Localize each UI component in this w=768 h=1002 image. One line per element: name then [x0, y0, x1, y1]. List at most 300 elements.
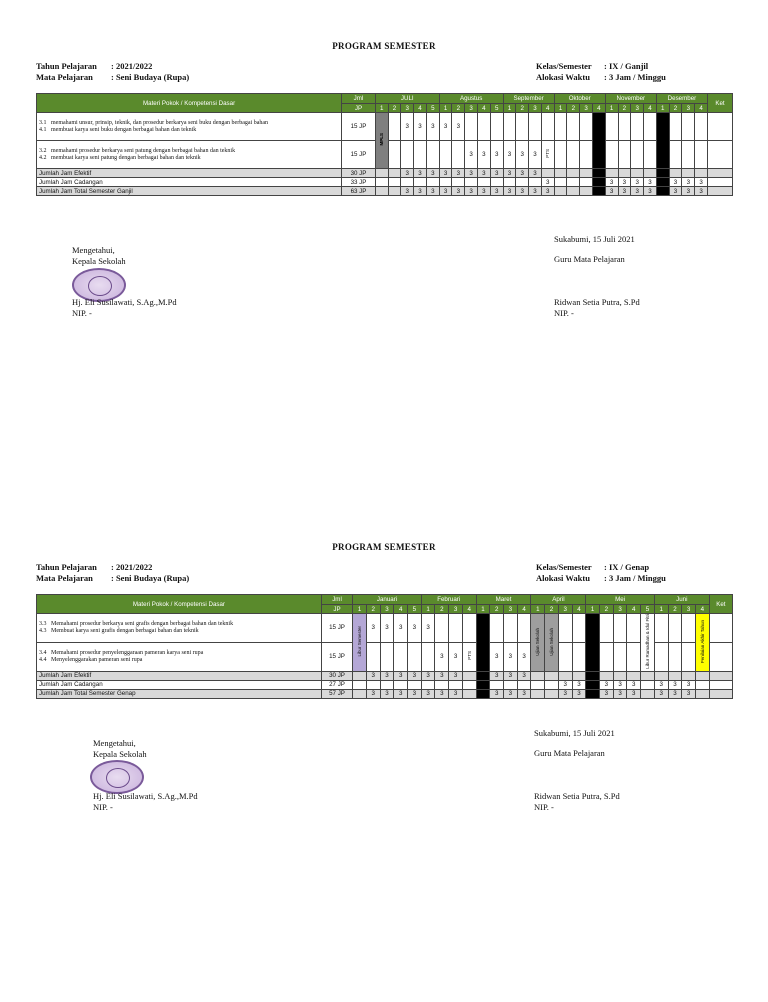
summary-cell — [541, 169, 554, 178]
ket-cell — [708, 141, 733, 169]
month-header: Agustus — [439, 94, 503, 104]
week-cell — [682, 141, 695, 169]
week-number: 4 — [592, 104, 605, 113]
kd-text: Memahami prosedur berkarya seni grafis dengan berbagai bahan dan teknik — [51, 621, 234, 628]
week-cell — [669, 141, 682, 169]
week-cell — [421, 642, 435, 671]
summary-cell: 3 — [426, 187, 439, 196]
summary-cell: 3 — [504, 689, 518, 698]
week-number: 2 — [618, 104, 631, 113]
summary-cell: 3 — [654, 680, 668, 689]
week-cell — [531, 614, 545, 672]
summary-jp: 33 JP — [342, 178, 376, 187]
week-cell: 3 — [366, 614, 380, 643]
kepala-sekolah-text: Kepala Sekolah — [93, 749, 147, 759]
header-jp: JP — [321, 605, 352, 614]
summary-cell: 3 — [529, 187, 542, 196]
week-cell: 3 — [529, 141, 542, 169]
header-jml: Jml — [321, 595, 352, 605]
week-cell — [375, 113, 388, 169]
teacher-block-ganjil — [554, 234, 635, 265]
week-cell — [462, 614, 476, 643]
mapel-label: Mata Pelajaran — [36, 72, 93, 82]
week-cell — [627, 614, 641, 643]
summary-cell: 3 — [618, 187, 631, 196]
summary-cell — [586, 689, 600, 698]
week-cell — [613, 642, 627, 671]
summary-cell — [353, 689, 367, 698]
week-cell — [695, 141, 708, 169]
week-cell — [426, 141, 439, 169]
summary-cell — [380, 680, 394, 689]
week-cell: 3 — [435, 642, 449, 671]
week-cell — [572, 614, 586, 643]
week-number: 4 — [414, 104, 427, 113]
week-cell — [490, 614, 504, 643]
week-number: 3 — [682, 104, 695, 113]
summary-label: Jumlah Jam Total Semester Genap — [37, 689, 322, 698]
summary-cell — [462, 689, 476, 698]
summary-cell — [517, 680, 531, 689]
week-number: 3 — [380, 605, 394, 614]
kelas-value: : IX / Ganjil — [604, 61, 649, 71]
program-table-genap — [36, 594, 733, 699]
summary-jp: 57 JP — [321, 689, 352, 698]
summary-cell: 3 — [669, 187, 682, 196]
summary-cell: 3 — [439, 187, 452, 196]
summary-cell — [426, 178, 439, 187]
ket-cell — [708, 187, 733, 196]
header-jml: Jml — [342, 94, 376, 104]
summary-cell: 3 — [682, 178, 695, 187]
week-number: 2 — [516, 104, 529, 113]
summary-cell: 3 — [490, 689, 504, 698]
summary-cell: 3 — [668, 689, 682, 698]
week-number: 3 — [613, 605, 627, 614]
week-number: 2 — [669, 104, 682, 113]
summary-cell: 3 — [380, 689, 394, 698]
week-cell — [654, 614, 668, 643]
week-cell — [644, 113, 657, 141]
summary-cell — [375, 187, 388, 196]
week-number: 1 — [654, 605, 668, 614]
summary-cell — [504, 680, 518, 689]
summary-cell — [531, 671, 545, 680]
week-cell — [503, 113, 516, 141]
summary-cell: 3 — [408, 689, 422, 698]
summary-cell: 3 — [452, 169, 465, 178]
headmaster-name-block-genap — [93, 791, 198, 813]
week-number: 2 — [366, 605, 380, 614]
summary-cell: 3 — [516, 169, 529, 178]
summary-cell — [452, 178, 465, 187]
week-cell — [558, 614, 572, 643]
table-row — [37, 113, 733, 141]
meta-left-genap — [36, 562, 189, 584]
week-number: 4 — [644, 104, 657, 113]
program-table-ganjil — [36, 93, 733, 196]
summary-cell: 3 — [490, 187, 503, 196]
teacher-nip: NIP. - — [554, 308, 574, 318]
summary-cell — [529, 178, 542, 187]
materi-cell — [37, 141, 342, 169]
kd-number: 4.4 — [39, 656, 47, 663]
kd-number: 3.4 — [39, 650, 47, 657]
summary-cell — [592, 187, 605, 196]
summary-row — [37, 689, 733, 698]
week-number: 4 — [517, 605, 531, 614]
summary-cell: 3 — [452, 187, 465, 196]
summary-jp: 30 JP — [342, 169, 376, 178]
alokasi-label: Alokasi Waktu — [536, 573, 590, 583]
summary-cell — [545, 680, 559, 689]
ramadhan-label: Libur Ramadhan & Idul Fitri — [644, 614, 650, 669]
week-number: 3 — [682, 605, 696, 614]
tahun-value: : 2021/2022 — [111, 562, 153, 572]
header-materi: Materi Pokok / Kompetensi Dasar — [37, 94, 342, 113]
summary-cell — [435, 680, 449, 689]
month-header: JULI — [375, 94, 439, 104]
week-cell — [605, 113, 618, 141]
mengetahui-text: Mengetahui, — [72, 245, 115, 255]
week-cell — [567, 141, 580, 169]
summary-cell: 3 — [631, 187, 644, 196]
summary-cell — [401, 178, 414, 187]
mapel-value: : Seni Budaya (Rupa) — [111, 72, 190, 82]
summary-cell — [695, 169, 708, 178]
kd-number: 4.3 — [39, 627, 47, 634]
week-number: 5 — [426, 104, 439, 113]
week-cell — [408, 642, 422, 671]
summary-cell — [545, 689, 559, 698]
week-cell — [618, 113, 631, 141]
week-cell — [600, 642, 614, 671]
ket-cell — [708, 169, 733, 178]
summary-cell — [545, 671, 559, 680]
teacher-block-genap — [534, 728, 615, 759]
summary-cell — [567, 187, 580, 196]
tahun-value: : 2021/2022 — [111, 61, 153, 71]
teacher-nip: NIP. - — [534, 802, 554, 812]
month-header: Oktober — [554, 94, 605, 104]
week-number: 4 — [394, 605, 408, 614]
alokasi-label: Alokasi Waktu — [536, 72, 590, 82]
summary-cell — [503, 178, 516, 187]
week-number: 3 — [401, 104, 414, 113]
week-cell: 3 — [449, 642, 463, 671]
summary-cell: 3 — [465, 169, 478, 178]
teacher-name-block-ganjil — [554, 297, 640, 319]
summary-cell: 3 — [600, 680, 614, 689]
summary-cell: 3 — [421, 671, 435, 680]
week-cell — [554, 141, 567, 169]
kelas-label: Kelas/Semester — [536, 562, 592, 572]
week-number: 1 — [531, 605, 545, 614]
summary-cell: 3 — [618, 178, 631, 187]
week-cell — [668, 614, 682, 643]
summary-cell — [592, 178, 605, 187]
week-cell — [641, 614, 655, 672]
week-cell — [631, 113, 644, 141]
summary-cell: 3 — [435, 671, 449, 680]
ket-cell — [709, 642, 732, 671]
month-header: September — [503, 94, 554, 104]
summary-cell: 3 — [449, 671, 463, 680]
summary-cell: 3 — [490, 671, 504, 680]
week-cell — [449, 614, 463, 643]
table-row — [37, 642, 733, 671]
summary-cell: 3 — [439, 169, 452, 178]
week-number: 3 — [504, 605, 518, 614]
teacher-name: Ridwan Setia Putra, S.Pd — [554, 297, 640, 307]
week-number: 4 — [695, 104, 708, 113]
summary-cell — [567, 178, 580, 187]
week-number: 2 — [567, 104, 580, 113]
week-cell — [388, 141, 401, 169]
mengetahui-text: Mengetahui, — [93, 738, 136, 748]
month-header: Desember — [656, 94, 707, 104]
week-number: 1 — [421, 605, 435, 614]
month-header: Februari — [421, 595, 476, 605]
summary-cell — [414, 178, 427, 187]
summary-cell — [490, 680, 504, 689]
summary-cell — [476, 680, 490, 689]
headmaster-block-genap — [93, 738, 147, 760]
summary-cell — [516, 178, 529, 187]
kd-number: 4.1 — [39, 126, 47, 133]
week-cell — [618, 141, 631, 169]
month-header: Mei — [586, 595, 655, 605]
week-number: 2 — [600, 605, 614, 614]
week-cell — [695, 113, 708, 141]
summary-cell: 3 — [627, 689, 641, 698]
summary-cell: 3 — [605, 178, 618, 187]
teacher-role: Guru Mata Pelajaran — [534, 748, 605, 758]
teacher-role: Guru Mata Pelajaran — [554, 254, 625, 264]
summary-cell — [618, 169, 631, 178]
summary-cell — [388, 187, 401, 196]
summary-cell — [421, 680, 435, 689]
month-header: November — [605, 94, 656, 104]
week-number: 1 — [476, 605, 490, 614]
week-number: 4 — [478, 104, 491, 113]
week-cell — [476, 614, 490, 672]
summary-cell: 3 — [366, 671, 380, 680]
summary-jp: 63 JP — [342, 187, 376, 196]
page-title-ganjil: PROGRAM SEMESTER — [332, 41, 436, 51]
week-cell — [669, 113, 682, 141]
summary-cell — [669, 169, 682, 178]
summary-cell — [656, 169, 669, 178]
week-cell — [478, 113, 491, 141]
summary-cell — [462, 671, 476, 680]
week-number: 1 — [439, 104, 452, 113]
ket-cell — [709, 689, 732, 698]
summary-row — [37, 187, 733, 196]
week-cell — [394, 642, 408, 671]
week-number: 3 — [465, 104, 478, 113]
kd-text: membuat karya seni patung dengan berbagai bahan dan teknik — [51, 154, 201, 161]
summary-cell: 3 — [572, 680, 586, 689]
week-number: 2 — [452, 104, 465, 113]
week-cell — [388, 113, 401, 141]
week-cell: 3 — [516, 141, 529, 169]
summary-cell: 3 — [605, 187, 618, 196]
week-cell — [682, 614, 696, 643]
summary-cell: 3 — [627, 680, 641, 689]
week-cell — [439, 141, 452, 169]
week-cell: 3 — [421, 614, 435, 643]
jp-cell: 15 JP — [342, 113, 376, 141]
summary-label: Jumlah Jam Cadangan — [37, 680, 322, 689]
kd-number: 3.3 — [39, 621, 47, 628]
summary-cell — [644, 169, 657, 178]
week-cell: 3 — [414, 113, 427, 141]
tahun-label: Tahun Pelajaran — [36, 562, 97, 572]
week-cell: 3 — [478, 141, 491, 169]
summary-cell — [366, 680, 380, 689]
kelas-value: : IX / Genap — [604, 562, 650, 572]
summary-cell — [580, 187, 593, 196]
ket-cell — [709, 671, 732, 680]
summary-cell: 3 — [682, 680, 696, 689]
summary-cell — [375, 178, 388, 187]
summary-cell: 3 — [394, 689, 408, 698]
summary-label: Jumlah Jam Efektif — [37, 169, 342, 178]
summary-cell — [388, 169, 401, 178]
school-stamp-icon — [90, 760, 144, 794]
summary-cell: 3 — [408, 671, 422, 680]
week-cell — [541, 141, 554, 169]
summary-cell — [388, 178, 401, 187]
month-header: Januari — [353, 595, 422, 605]
summary-cell: 3 — [558, 689, 572, 698]
summary-cell — [695, 680, 709, 689]
summary-cell: 3 — [695, 178, 708, 187]
summary-cell: 3 — [478, 187, 491, 196]
summary-cell — [353, 680, 367, 689]
summary-cell — [600, 671, 614, 680]
ujian-label: Ujian Sekolah — [535, 627, 541, 656]
week-cell: 3 — [503, 141, 516, 169]
summary-cell: 3 — [669, 178, 682, 187]
week-number: 1 — [375, 104, 388, 113]
summary-cell: 3 — [449, 689, 463, 698]
summary-cell: 3 — [682, 187, 695, 196]
week-cell — [414, 141, 427, 169]
week-cell: 3 — [490, 642, 504, 671]
materi-cell — [37, 614, 322, 643]
jp-cell: 15 JP — [321, 614, 352, 643]
summary-cell — [465, 178, 478, 187]
summary-cell — [531, 680, 545, 689]
week-cell — [627, 642, 641, 671]
summary-cell — [554, 178, 567, 187]
kelas-label: Kelas/Semester — [536, 61, 592, 71]
summary-cell — [631, 169, 644, 178]
summary-cell: 3 — [380, 671, 394, 680]
summary-cell: 3 — [613, 680, 627, 689]
sign-date: Sukabumi, 15 Juli 2021 — [554, 234, 635, 244]
summary-row — [37, 169, 733, 178]
week-cell — [613, 614, 627, 643]
week-number: 3 — [580, 104, 593, 113]
summary-cell — [554, 187, 567, 196]
week-cell: 3 — [490, 141, 503, 169]
ket-cell — [708, 178, 733, 187]
summary-cell — [449, 680, 463, 689]
sign-date: Sukabumi, 15 Juli 2021 — [534, 728, 615, 738]
week-cell — [668, 642, 682, 671]
pas-label: Penilaian Akhir Tahun — [699, 619, 705, 663]
week-cell — [592, 113, 605, 169]
week-number: 2 — [545, 605, 559, 614]
week-cell — [554, 113, 567, 141]
week-number: 2 — [388, 104, 401, 113]
summary-jp: 27 JP — [321, 680, 352, 689]
kd-text: memahami unsur, prinsip, teknik, dan prosedur berkarya seni buku dengan berbagai bahan — [51, 119, 269, 126]
week-cell — [516, 113, 529, 141]
week-cell — [654, 642, 668, 671]
mapel-label: Mata Pelajaran — [36, 573, 93, 583]
kd-text: Membuat karya seni grafis dengan berbagai bahan dan teknik — [51, 627, 199, 634]
week-number: 5 — [408, 605, 422, 614]
summary-cell: 3 — [401, 187, 414, 196]
summary-cell: 3 — [516, 187, 529, 196]
week-cell: 3 — [452, 113, 465, 141]
summary-cell — [592, 169, 605, 178]
week-number: 1 — [503, 104, 516, 113]
summary-cell — [656, 178, 669, 187]
summary-cell — [641, 689, 655, 698]
summary-cell — [695, 689, 709, 698]
summary-cell: 3 — [695, 187, 708, 196]
kd-number: 3.1 — [39, 119, 47, 126]
summary-cell — [572, 671, 586, 680]
header-ket: Ket — [708, 94, 733, 113]
summary-cell: 3 — [435, 689, 449, 698]
summary-cell — [531, 689, 545, 698]
summary-cell: 3 — [517, 689, 531, 698]
summary-cell: 3 — [668, 680, 682, 689]
meta-right-genap — [536, 562, 666, 584]
week-number: 2 — [490, 605, 504, 614]
summary-cell: 3 — [517, 671, 531, 680]
kd-text: Memahami prosedur penyelenggaraan pameran karya seni rupa — [51, 650, 204, 657]
summary-row — [37, 680, 733, 689]
week-cell: 3 — [439, 113, 452, 141]
summary-cell — [627, 671, 641, 680]
teacher-name: Ridwan Setia Putra, S.Pd — [534, 791, 620, 801]
week-cell — [490, 113, 503, 141]
header-ket: Ket — [709, 595, 732, 614]
ket-cell — [709, 680, 732, 689]
week-cell — [452, 141, 465, 169]
summary-cell: 3 — [654, 689, 668, 698]
summary-cell: 3 — [421, 689, 435, 698]
summary-cell — [605, 169, 618, 178]
summary-cell — [654, 671, 668, 680]
materi-cell — [37, 642, 322, 671]
week-cell — [401, 141, 414, 169]
week-cell — [517, 614, 531, 643]
summary-cell — [586, 671, 600, 680]
week-number: 3 — [631, 104, 644, 113]
headmaster-name-block-ganjil — [72, 297, 177, 319]
kd-number: 3.2 — [39, 147, 47, 154]
ket-cell — [708, 113, 733, 141]
summary-cell: 3 — [682, 689, 696, 698]
